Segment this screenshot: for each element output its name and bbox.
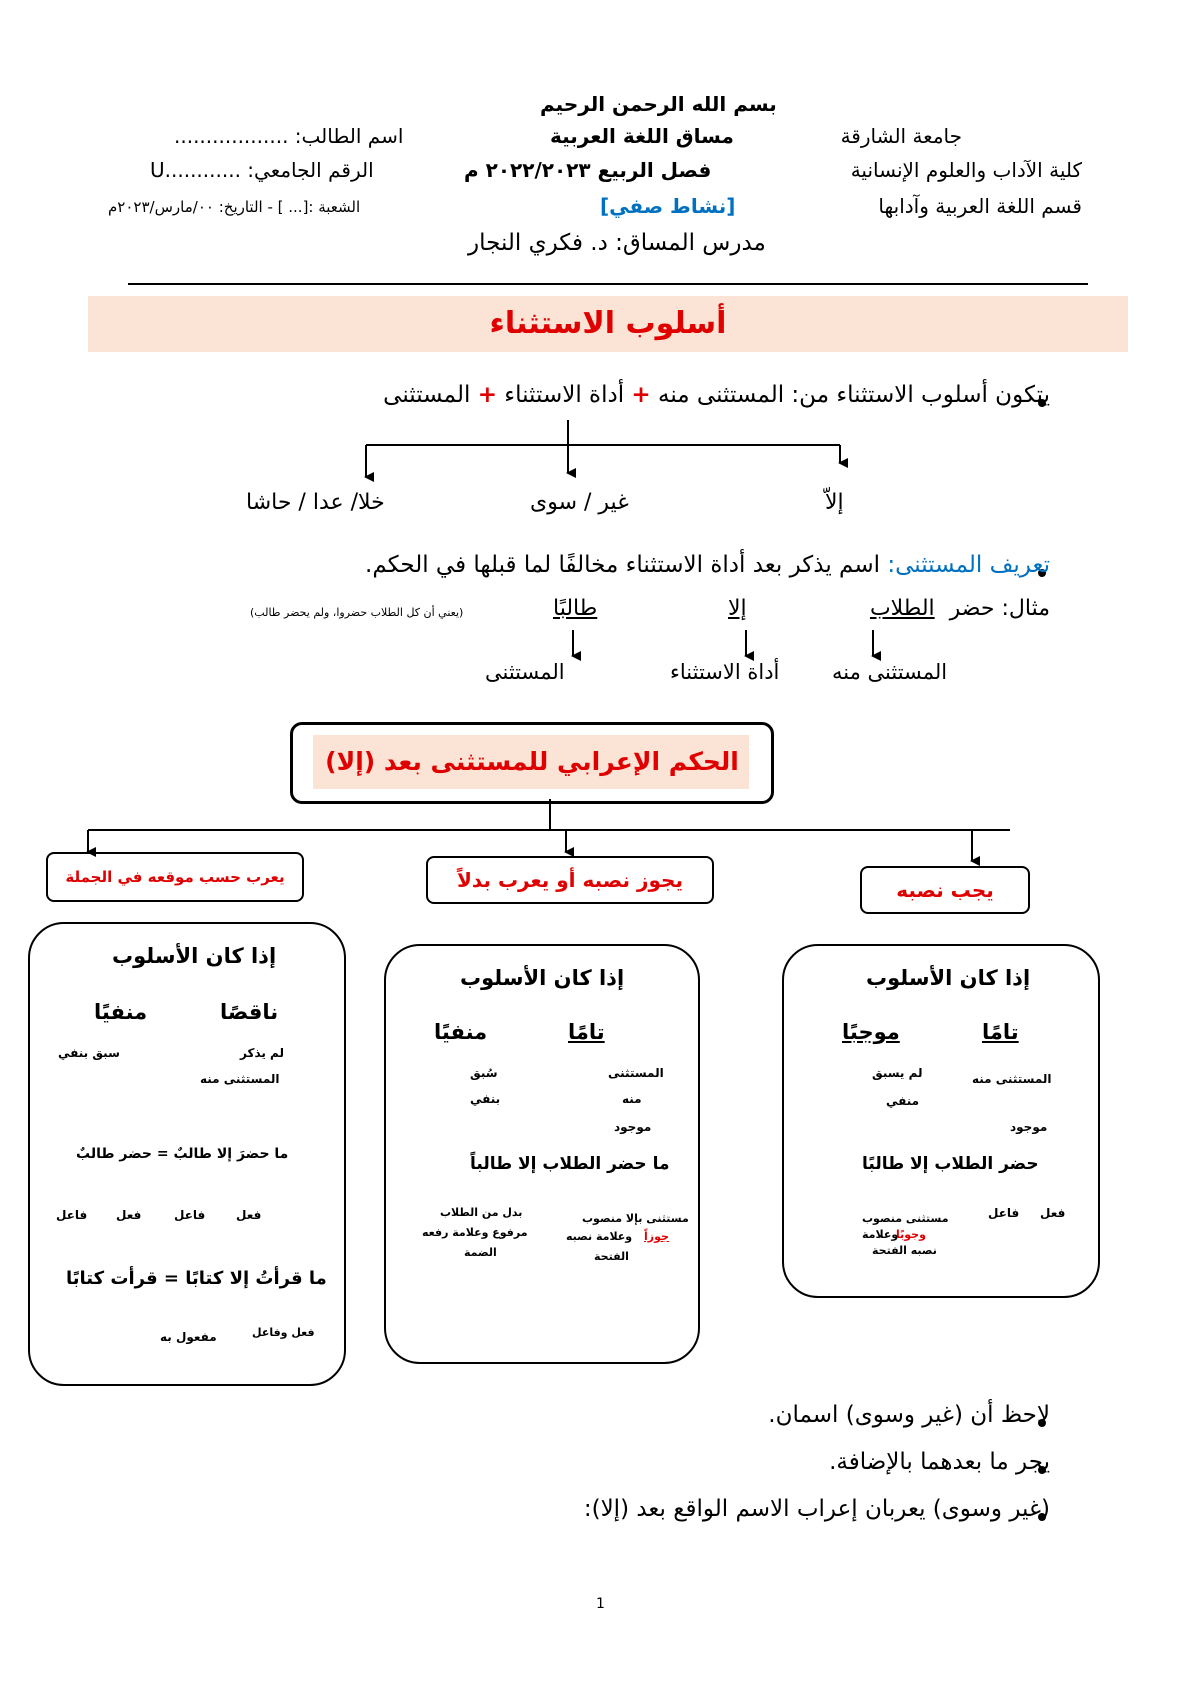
parse-verb: فعل	[116, 1208, 142, 1222]
parse-verb-subject: فعل وفاعل	[252, 1326, 315, 1339]
note-2: يجر ما بعدهما بالإضافة.	[829, 1449, 1050, 1475]
cond-affirmative-desc-2: منفي	[886, 1094, 920, 1108]
cond-complete-desc-2: موجود	[1010, 1120, 1048, 1134]
note-1: لاحظ أن (غير وسوى) اسمان.	[768, 1402, 1050, 1428]
parse-mustathna: مستثنى بإلا منصوب	[582, 1212, 689, 1225]
student-id-field[interactable]: الرقم الجامعي: ............U	[150, 158, 374, 182]
tool-illa: إلاّ	[825, 490, 844, 515]
plus-sign: +	[631, 382, 651, 408]
branch-must-accusative: يجب نصبه	[860, 866, 1030, 914]
instructor: مدرس المساق: د. فكري النجار	[468, 230, 766, 256]
plus-sign: +	[477, 382, 497, 408]
example-note: (يعني أن كل الطلاب حضروا، ولم يحضر طالب)	[250, 606, 464, 619]
parse-verb: فعل	[236, 1208, 262, 1222]
note-3: (غير وسوى) يعربان إعراب الاسم الواقع بعد (إلا):	[583, 1496, 1050, 1522]
university-name: جامعة الشارقة	[840, 124, 962, 148]
label-adat-istithna: أداة الاستثناء	[670, 660, 780, 684]
parse-subject: فاعل	[56, 1208, 88, 1222]
definition-label: تعريف المستثنى:	[887, 552, 1050, 578]
parse-mustathna-mark: وعلامة	[862, 1228, 899, 1241]
panel-example-1: ما حضرَ إلا طالبٌ = حضر طالبٌ	[76, 1146, 289, 1162]
cond-negative-desc: سبق بنفي	[58, 1046, 120, 1060]
cond-complete: تامًا	[568, 1020, 605, 1044]
cond-complete-desc: المستثنى منه	[972, 1072, 1052, 1086]
panel-heading: إذا كان الأسلوب	[112, 944, 277, 968]
parse-fatha: الفتحة	[594, 1250, 629, 1263]
tool-khala-ada-hasha: خلا/ عدا / حاشا	[246, 490, 385, 515]
cond-complete-desc: المستثنى	[608, 1066, 664, 1080]
branch-optional: يجوز نصبه أو يعرب بدلاً	[426, 856, 714, 904]
parse-object: مفعول به	[160, 1330, 217, 1344]
parse-mustathna-obligatory: وجوبًا	[896, 1228, 926, 1241]
parse-subject: فاعل	[988, 1206, 1020, 1220]
section-date-field[interactable]: الشعبة :[... ] - التاريخ: ٠٠/مارس/٢٠٢٣م	[108, 198, 361, 216]
panel-example-2: ما قرأتُ إلا كتابًا = قرأت كتابًا	[66, 1268, 327, 1289]
example-line	[870, 596, 1050, 621]
definition-text: اسم يذكر بعد أداة الاستثناء مخالفًا لما قبلها في الحكم.	[365, 552, 881, 578]
activity-label: [نشاط صفي]	[600, 194, 736, 218]
panel-heading: إذا كان الأسلوب	[866, 966, 1031, 990]
parse-optional: جوزاً	[644, 1230, 669, 1243]
label-mustathna-minhu: المستثنى منه	[832, 660, 948, 684]
panel-complete-affirmative	[782, 944, 1100, 1298]
branch-by-position: يعرب حسب موقعه في الجملة	[46, 852, 304, 902]
parse-mustathna: مستثنى منصوب	[862, 1212, 949, 1225]
page-title: أسلوب الاستثناء	[489, 306, 727, 341]
page-number: 1	[596, 1596, 605, 1612]
example-word-student: طالبًا	[553, 596, 598, 621]
parse-subject: فاعل	[174, 1208, 206, 1222]
cond-incomplete-desc-2: المستثنى منه	[200, 1072, 280, 1086]
cond-incomplete: ناقصًا	[220, 1000, 279, 1024]
panel-heading: إذا كان الأسلوب	[460, 966, 625, 990]
cond-incomplete-desc: لم يذكر	[240, 1046, 284, 1060]
cond-affirmative-desc: لم يسبق	[872, 1066, 923, 1080]
cond-negative-desc: سُبق	[470, 1066, 498, 1080]
cond-complete: تامًا	[982, 1020, 1019, 1044]
parse-damma: الضمة	[464, 1246, 497, 1259]
parse-badal: بدل من الطلاب	[440, 1206, 523, 1219]
parse-mark: وعلامة نصبه	[566, 1230, 633, 1243]
tool-ghayr-siwa: غير / سوى	[530, 490, 629, 515]
department-name: قسم اللغة العربية وآدابها	[878, 194, 1082, 218]
composition-part-1: يتكون أسلوب الاستثناء من: المستثنى منه	[658, 382, 1050, 408]
semester: فصل الربيع ٢٠٢٢/٢٠٢٣ م	[464, 158, 712, 182]
parse-mustathna-fatha: نصبه الفتحة	[872, 1244, 937, 1257]
composition-part-2: أداة الاستثناء	[504, 382, 625, 408]
example-word-illa: إلا	[728, 596, 747, 621]
college-name: كلية الآداب والعلوم الإنسانية	[850, 158, 1082, 182]
cond-complete-desc-3: موجود	[614, 1120, 652, 1134]
label-mustathna: المستثنى	[485, 660, 565, 684]
basmala: بسم الله الرحمن الرحيم	[540, 92, 777, 116]
panel-example: حضر الطلاب إلا طالبًا	[862, 1154, 1039, 1174]
composition-part-3: المستثنى	[383, 382, 471, 408]
parse-verb: فعل	[1040, 1206, 1066, 1220]
course-name: مساق اللغة العربية	[550, 124, 734, 148]
student-name-field[interactable]: اسم الطالب: ..................	[174, 124, 404, 148]
parse-badal-nominative: مرفوع وعلامة رفعه	[422, 1226, 528, 1239]
rule-title: الحكم الإعرابي للمستثنى بعد (إلا)	[325, 747, 739, 776]
cond-negative: منفيًا	[434, 1020, 488, 1044]
cond-complete-desc-2: منه	[622, 1092, 642, 1106]
definition	[365, 552, 1050, 578]
panel-example: ما حضر الطلاب إلا طالباً	[470, 1154, 670, 1174]
cond-negative: منفيًا	[94, 1000, 148, 1024]
example-word-students: الطلاب	[869, 596, 935, 621]
cond-negative-desc-2: بنفي	[470, 1092, 501, 1106]
rule-title-box	[290, 722, 774, 804]
example-label: مثال: حضر	[949, 596, 1050, 621]
cond-affirmative: موجبًا	[842, 1020, 900, 1044]
